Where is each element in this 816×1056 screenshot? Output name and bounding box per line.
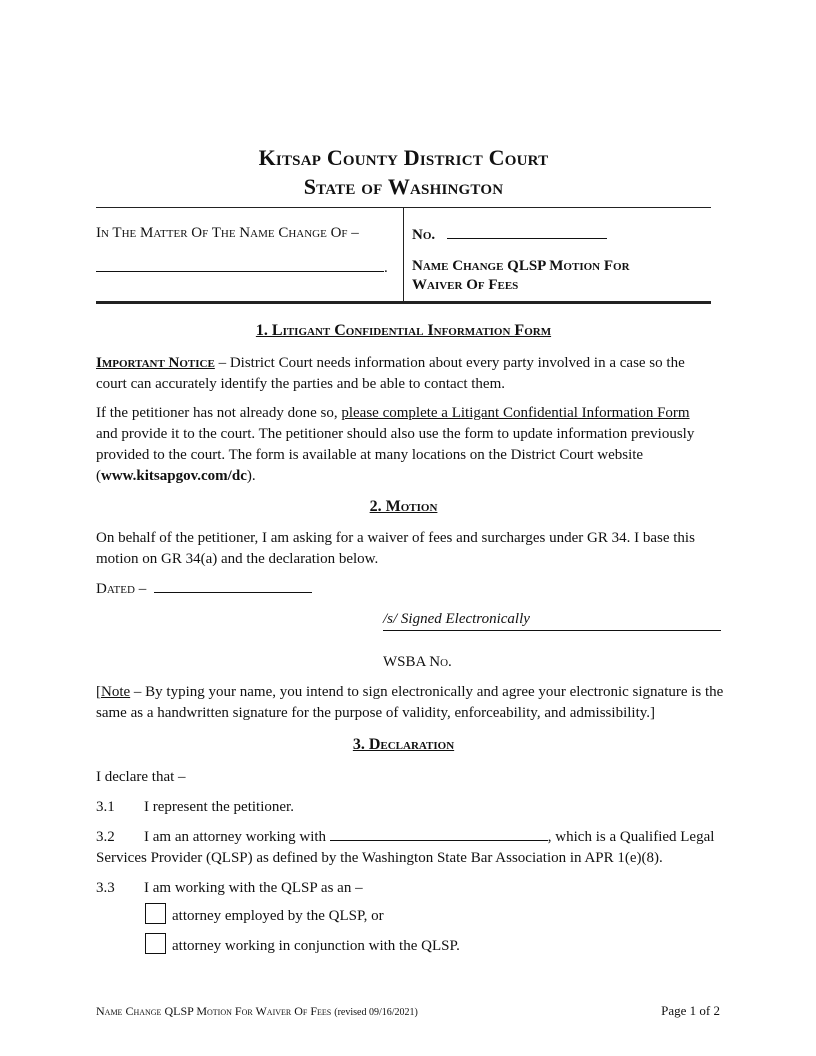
footer-form-title: Name Change QLSP Motion For Waiver Of Fees (revised 09/16/2021) (96, 1004, 418, 1018)
notice-text: – District Court needs information about every party involved in a case so the court can accurately identify the parties and be able to contact them. (96, 355, 685, 392)
state-name: State of Washington (303, 174, 504, 199)
item-3-1-text: I represent the petitioner. (144, 799, 294, 815)
caption-divider (403, 207, 404, 304)
name-blank-end: . (384, 260, 388, 276)
notice-paragraph (96, 353, 716, 395)
qlsp-name-blank[interactable] (330, 827, 548, 841)
note-label: Note (101, 684, 131, 700)
conjunction-option-label: attorney working in conjunction with the QLSP. (172, 938, 460, 954)
item-3-3-num: 3.3 (96, 880, 115, 896)
page-number: Page 1 of 2 (661, 1003, 720, 1018)
case-no-label: No. (412, 227, 436, 243)
website-link[interactable]: www.kitsapgov.com/dc (101, 468, 247, 484)
case-number-blank[interactable] (447, 225, 607, 239)
court-name: Kitsap County District Court (258, 145, 549, 170)
section2-heading: 2. Motion (369, 498, 438, 515)
lci-form-link[interactable]: please complete a Litigant Confidential Information Form (341, 405, 690, 421)
wsba-label: WSBA No. (383, 654, 452, 670)
section3-heading: 3. Declaration (352, 736, 455, 753)
case-number-row[interactable] (412, 225, 607, 244)
section1-heading: 1. Litigant Confidential Information Form (255, 322, 552, 339)
doc-title (412, 257, 630, 295)
dated-blank[interactable] (154, 579, 312, 593)
item-3-2-num: 3.2 (96, 829, 115, 845)
doc-title-line1: Name Change QLSP Motion For (412, 258, 630, 274)
notice-label: Important Notice (96, 355, 215, 371)
declare-intro: I declare that – (96, 769, 186, 785)
matter-label: In The Matter Of The Name Change Of – (96, 225, 359, 241)
employed-checkbox[interactable] (145, 903, 166, 924)
note-paragraph: [Note – By typing your name, you intend to sign electronically and agree your electronic signature is the same as a handwritten signature for the purpose of validity, enforceability, and admissibility.] (96, 684, 724, 721)
motion-paragraph: On behalf of the petitioner, I am asking for a waiver of fees and surcharges under GR 34. I base this motion on GR 34(a) and the declaration below. (96, 530, 695, 567)
conjunction-checkbox[interactable] (145, 933, 166, 954)
employed-option-label: attorney employed by the QLSP, or (172, 908, 384, 924)
item-3-1-num: 3.1 (96, 799, 115, 815)
petitioner-name-blank[interactable] (96, 258, 384, 272)
footer-revised: (revised 09/16/2021) (334, 1007, 418, 1018)
caption-bottom-rule (96, 301, 711, 304)
dated-label: Dated – (96, 581, 147, 597)
petitioner-name-line[interactable] (96, 258, 388, 277)
signature-line[interactable]: /s/ Signed Electronically (383, 609, 721, 631)
item-3-2-continuation: Services Provider (QLSP) as defined by the Washington State Bar Association in APR 1(e)(8). (96, 850, 663, 866)
doc-title-line2: Waiver Of Fees (412, 277, 519, 293)
item-3-2-text[interactable]: I am an attorney working with , which is a Qualified Legal (144, 829, 715, 845)
lci-paragraph: If the petitioner has not already done so, please complete a Litigant Confidential Information Form and provide it to the court. The petitioner should also use the form to update information previously provided to the court. The form is available at many locations on the District Court website (www.kitsapgov.com/dc). (96, 405, 695, 484)
dated-row[interactable] (96, 579, 312, 600)
item-3-3-text: I am working with the QLSP as an – (144, 880, 363, 896)
